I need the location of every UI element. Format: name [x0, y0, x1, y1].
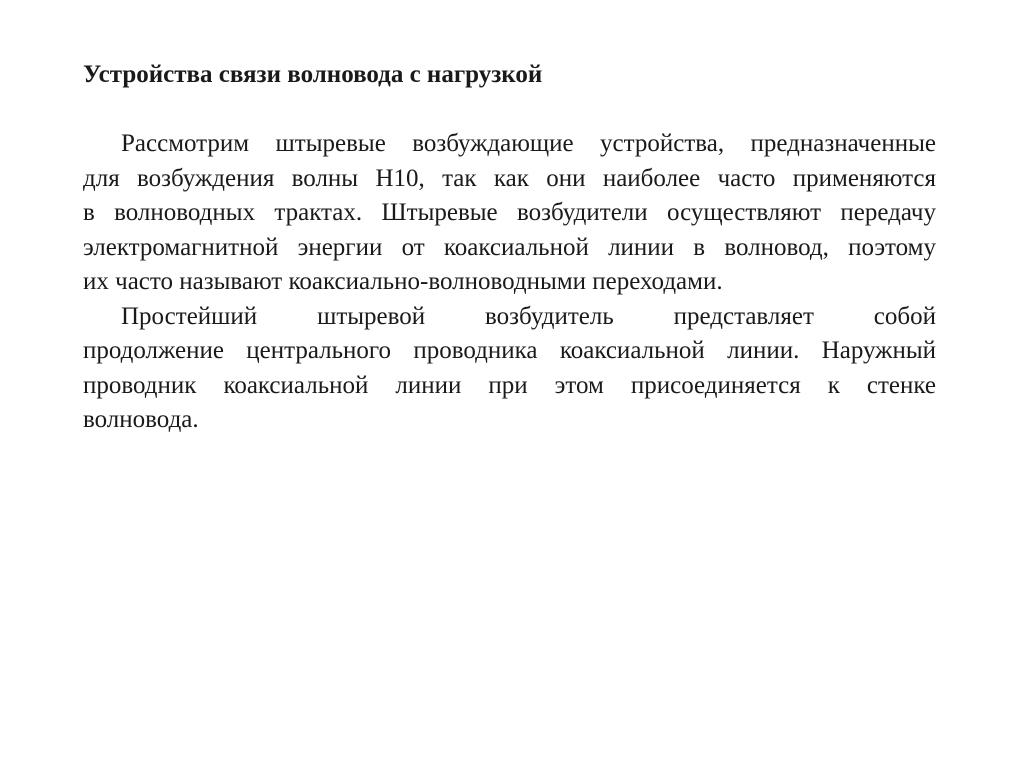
document-body — [45, 58, 936, 438]
paragraph-1-line: электромагнитной энергии от коаксиальной линии в волновод, поэтому — [83, 233, 936, 261]
paragraph-1-line: их часто называют коаксиально-волноводными переходами. — [83, 268, 723, 295]
paragraph-2-line: Простейший штыревой возбудитель представляет собой — [121, 302, 936, 330]
paragraph-2 — [45, 300, 936, 438]
paragraph-1-line: Рассмотрим штыревые возбуждающие устройства, предназначенные — [121, 130, 936, 157]
section-heading: Устройства связи волновода с нагрузкой — [83, 61, 543, 88]
paragraph-1-line: в волноводных трактах. Штыревые возбудители осуществляют передачу — [83, 199, 936, 226]
paragraph-2-line: проводник коаксиальной линии при этом присоединяется к стенке — [83, 371, 936, 399]
paragraph-2-line: продолжение центрального проводника коаксиальной линии. Наружный — [83, 337, 936, 364]
paragraph-1-line: для возбуждения волны H10, так как они наиболее часто применяются — [83, 164, 936, 192]
paragraph-2-line: волновода. — [83, 406, 199, 433]
paragraph-1 — [45, 127, 936, 300]
